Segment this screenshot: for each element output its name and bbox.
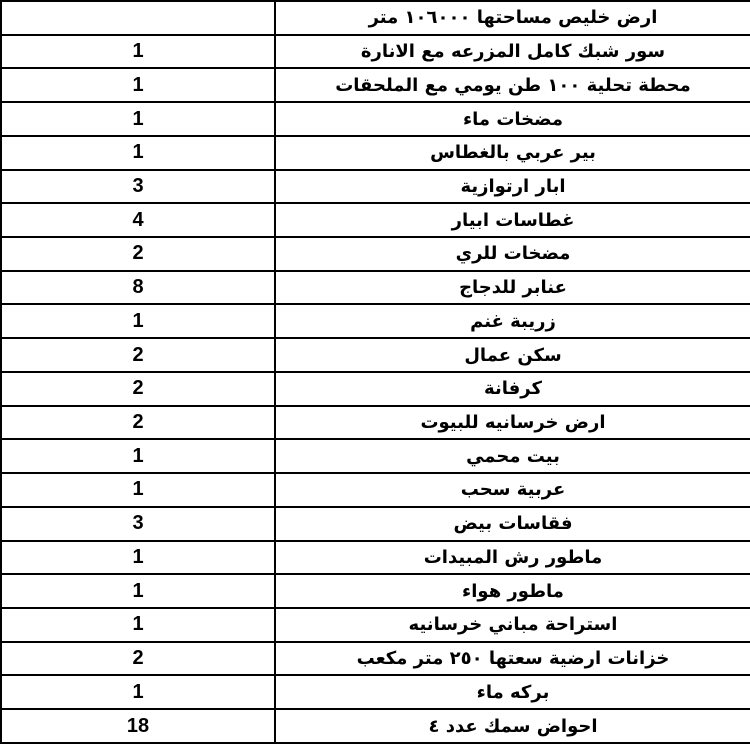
table-row xyxy=(1,541,750,575)
item-cell: عنابر للدجاج xyxy=(275,271,750,305)
table-row xyxy=(1,642,750,676)
quantity-cell: 18 xyxy=(1,709,275,743)
table-row xyxy=(1,439,750,473)
table-row xyxy=(1,136,750,170)
quantity-cell: 2 xyxy=(1,338,275,372)
quantity-cell: 1 xyxy=(1,439,275,473)
quantity-cell: 1 xyxy=(1,35,275,69)
quantity-cell: 1 xyxy=(1,304,275,338)
quantity-cell: 1 xyxy=(1,675,275,709)
table-row xyxy=(1,102,750,136)
table-row xyxy=(1,304,750,338)
quantity-cell: 1 xyxy=(1,473,275,507)
quantity-cell: 3 xyxy=(1,507,275,541)
table-row xyxy=(1,372,750,406)
item-cell: ارض خليص مساحتها ١٠٦٠٠٠ متر xyxy=(275,1,750,35)
item-cell: مضخات للري xyxy=(275,237,750,271)
table-row xyxy=(1,608,750,642)
quantity-cell xyxy=(1,1,275,35)
quantity-cell: 2 xyxy=(1,406,275,440)
table-row xyxy=(1,473,750,507)
item-cell: ماطور هواء xyxy=(275,574,750,608)
table-row xyxy=(1,271,750,305)
item-cell: بركه ماء xyxy=(275,675,750,709)
quantity-cell: 8 xyxy=(1,271,275,305)
item-cell: خزانات ارضية سعتها ٢٥٠ متر مكعب xyxy=(275,642,750,676)
item-cell: محطة تحلية ١٠٠ طن يومي مع الملحقات xyxy=(275,68,750,102)
table-row xyxy=(1,203,750,237)
item-cell: فقاسات بيض xyxy=(275,507,750,541)
table-row xyxy=(1,574,750,608)
quantity-cell: 1 xyxy=(1,102,275,136)
quantity-cell: 1 xyxy=(1,608,275,642)
item-cell: ابار ارتوازية xyxy=(275,170,750,204)
table-row xyxy=(1,68,750,102)
item-cell: عربية سحب xyxy=(275,473,750,507)
item-cell: ماطور رش المبيدات xyxy=(275,541,750,575)
table-row xyxy=(1,675,750,709)
item-cell: سور شبك كامل المزرعه مع الانارة xyxy=(275,35,750,69)
item-cell: استراحة مباني خرسانيه xyxy=(275,608,750,642)
item-cell: كرفانة xyxy=(275,372,750,406)
table-row xyxy=(1,338,750,372)
table-row xyxy=(1,35,750,69)
quantity-cell: 4 xyxy=(1,203,275,237)
inventory-table-body xyxy=(1,1,750,743)
item-cell: زريبة غنم xyxy=(275,304,750,338)
quantity-cell: 1 xyxy=(1,541,275,575)
table-row xyxy=(1,406,750,440)
table-row xyxy=(1,1,750,35)
item-cell: بيت محمي xyxy=(275,439,750,473)
table-row xyxy=(1,237,750,271)
item-cell: بير عربي بالغطاس xyxy=(275,136,750,170)
item-cell: سكن عمال xyxy=(275,338,750,372)
item-cell: احواض سمك عدد ٤ xyxy=(275,709,750,743)
quantity-cell: 1 xyxy=(1,68,275,102)
quantity-cell: 3 xyxy=(1,170,275,204)
item-cell: غطاسات ابيار xyxy=(275,203,750,237)
item-cell: مضخات ماء xyxy=(275,102,750,136)
quantity-cell: 2 xyxy=(1,372,275,406)
table-row xyxy=(1,170,750,204)
quantity-cell: 1 xyxy=(1,136,275,170)
quantity-cell: 2 xyxy=(1,642,275,676)
table-row xyxy=(1,709,750,743)
table-row xyxy=(1,507,750,541)
quantity-cell: 2 xyxy=(1,237,275,271)
item-cell: ارض خرسانيه للبيوت xyxy=(275,406,750,440)
quantity-cell: 1 xyxy=(1,574,275,608)
